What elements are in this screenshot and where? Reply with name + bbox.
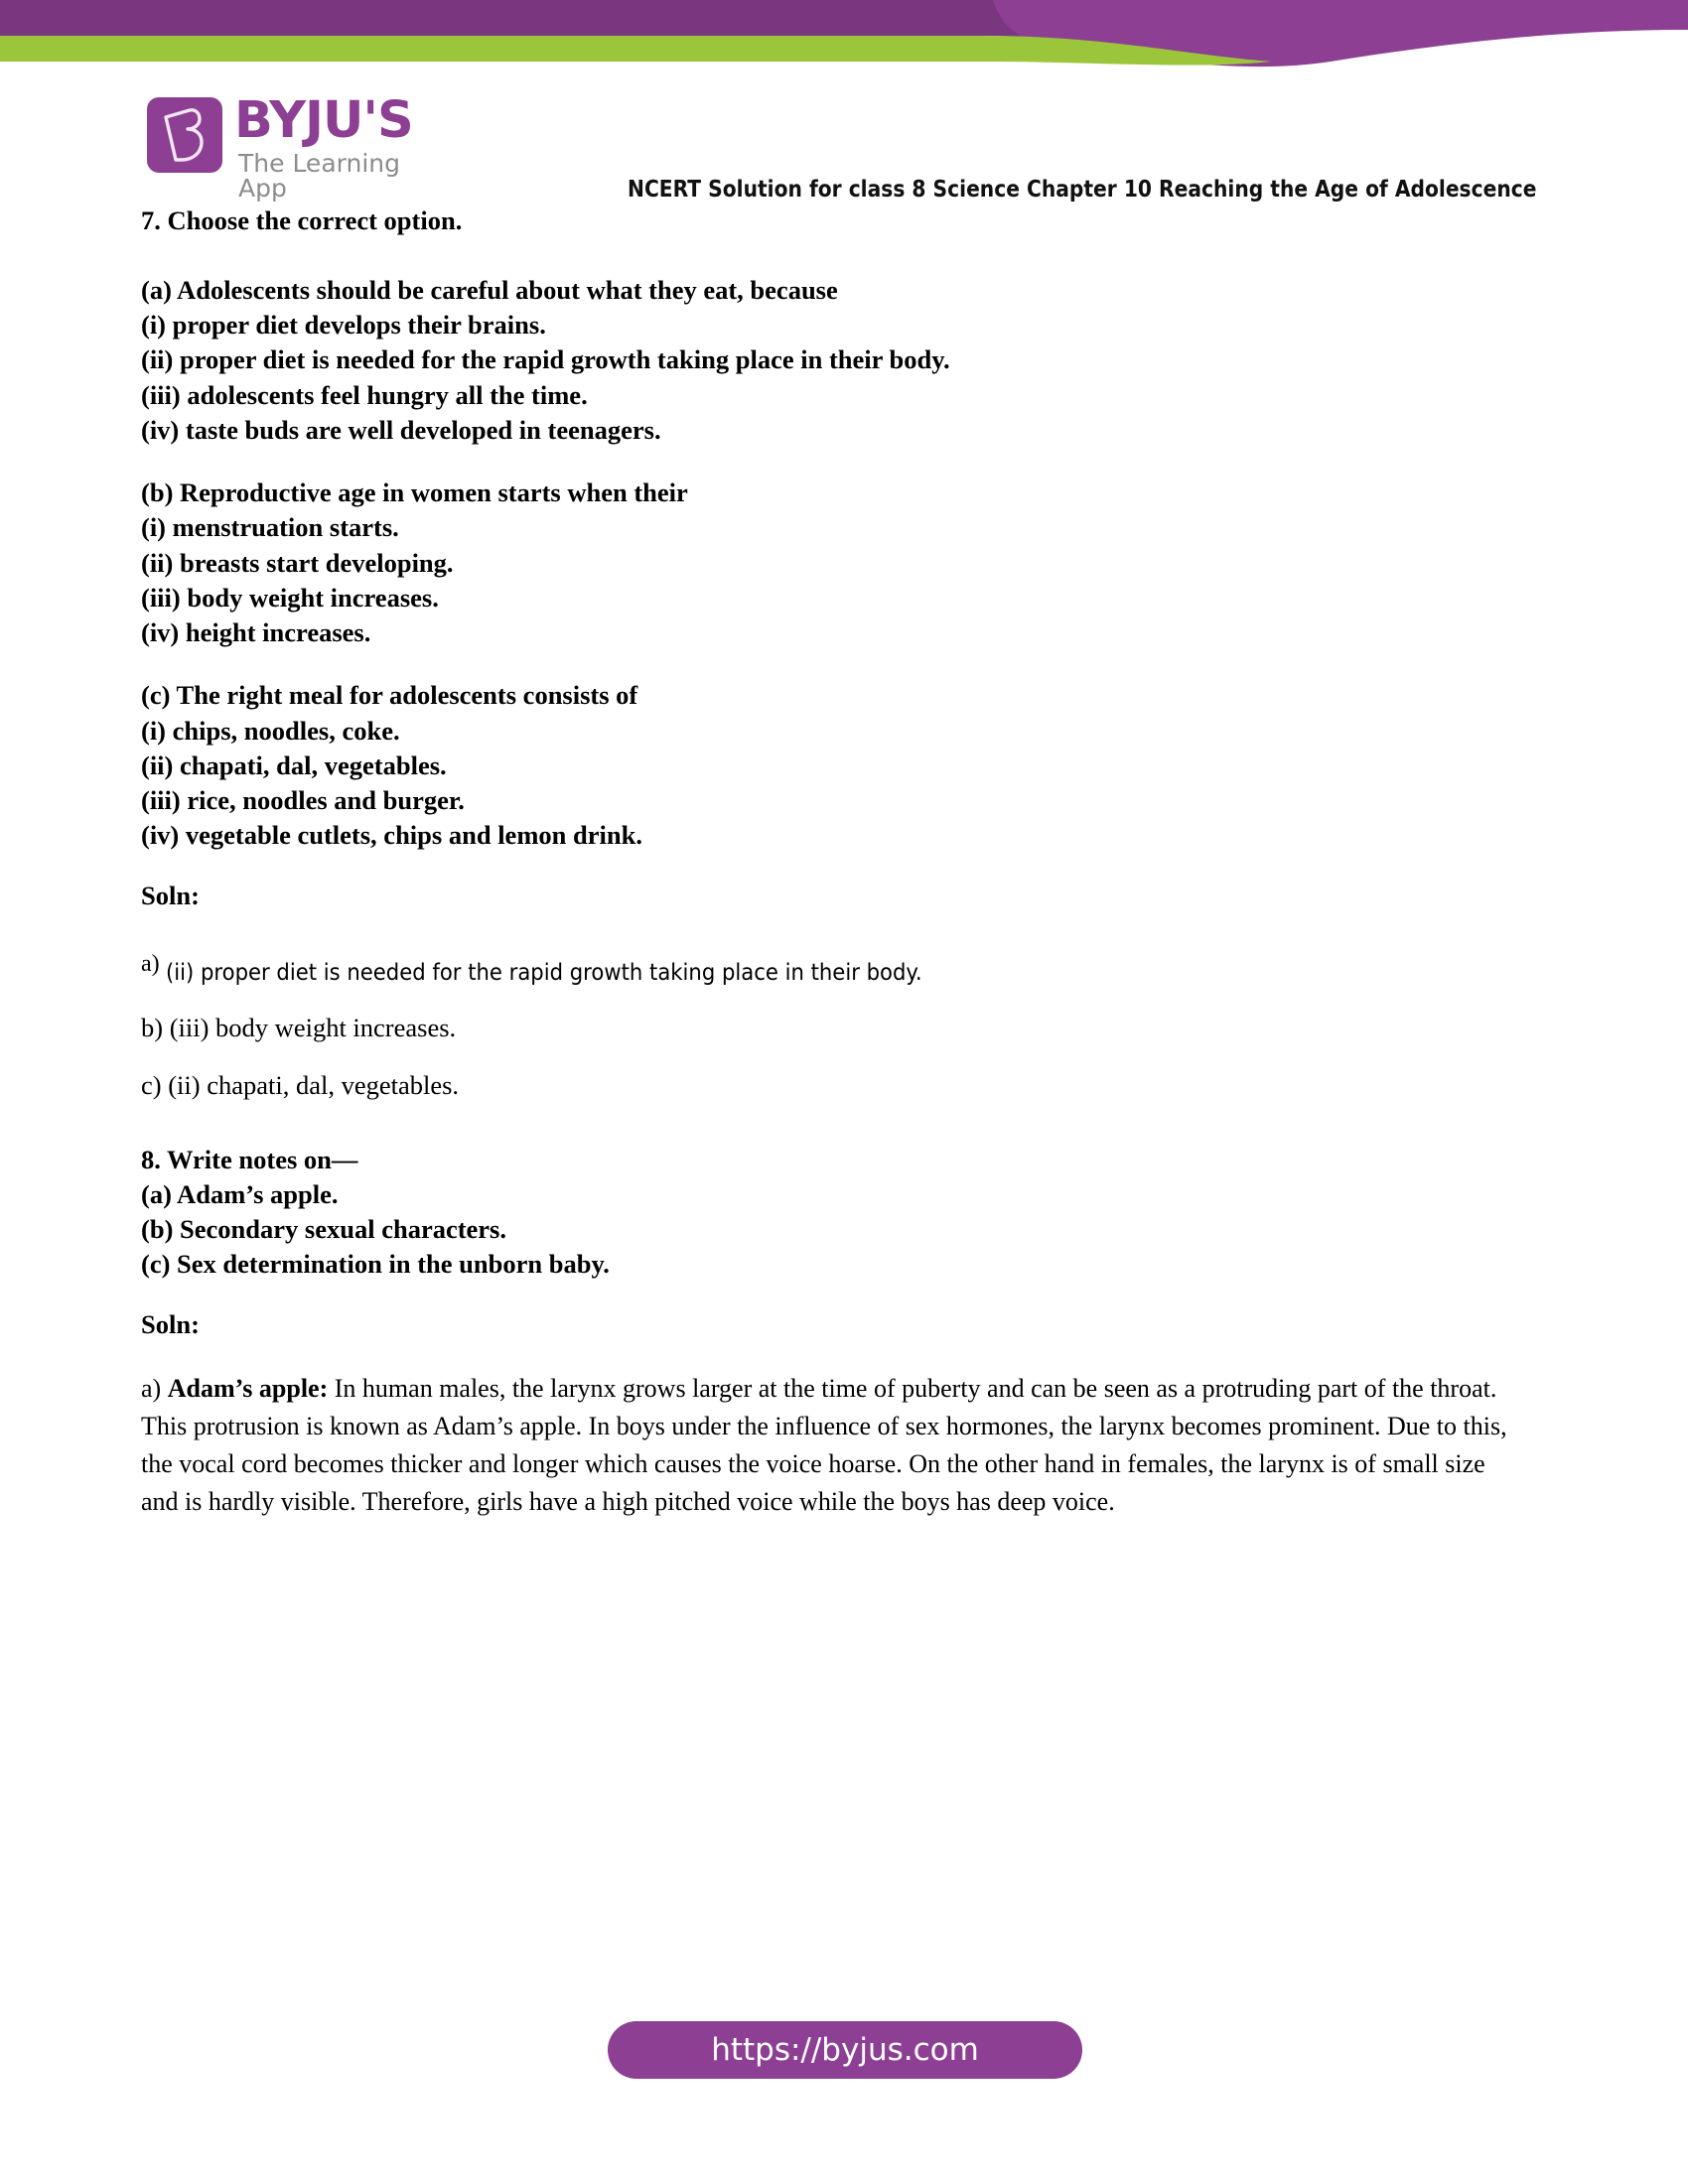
question-8-soln-label: Soln: [141, 1309, 200, 1340]
answer-7c: c) (ii) chapati, dal, vegetables. [141, 1070, 460, 1101]
answer-7a [141, 949, 1551, 988]
page-title: NCERT Solution for class 8 Science Chapter 10 Reaching the Age of Adolescence [628, 177, 1537, 203]
logo-tagline: The Learning App [238, 149, 400, 203]
banner-curves-graphic [0, 0, 1688, 79]
group-b-option-iii: (iii) body weight increases. [141, 582, 439, 613]
group-b-option-ii: (ii) breasts start developing. [141, 547, 454, 578]
group-b-option-iv: (iv) height increases. [141, 617, 371, 648]
group-b-stem: (b) Reproductive age in women starts when their [141, 478, 688, 508]
document-content [141, 204, 1551, 1521]
group-a-option-ii: (ii) proper diet is needed for the rapid growth taking place in their body. [141, 344, 950, 375]
group-a-stem: (a) Adolescents should be careful about what they eat, because [141, 274, 838, 305]
question-7-heading: 7. Choose the correct option. [141, 205, 463, 235]
b-glyph-icon [160, 107, 210, 163]
question-8-block [141, 1143, 1551, 1283]
group-c-option-iii: (iii) rice, noodles and burger. [141, 785, 465, 816]
answer-7a-marker: a) [141, 951, 160, 978]
group-a-option-i: (i) proper diet develops their brains. [141, 310, 546, 341]
question-8-heading: 8. Write notes on— [141, 1144, 358, 1174]
logo-wordmark: BYJU'S [234, 91, 413, 150]
question-7-soln-label: Soln: [141, 881, 200, 911]
question-7-group-a [141, 273, 1551, 448]
byjus-url-button[interactable] [608, 2021, 1082, 2079]
question-8-item-c: (c) Sex determination in the unborn baby. [141, 1249, 610, 1280]
group-a-option-iv: (iv) taste buds are well developed in teenagers. [141, 414, 661, 445]
question-8-item-b: (b) Secondary sexual characters. [141, 1213, 506, 1244]
answer-8a-bold-term: Adam’s apple: [167, 1374, 329, 1404]
answer-7b: b) (iii) body weight increases. [141, 1012, 457, 1042]
byjus-b-logo-icon [147, 97, 222, 173]
question-8-item-a: (a) Adam’s apple. [141, 1178, 339, 1209]
answer-8a-body: In human males, the larynx grows larger at the time of puberty and can be seen as a protruding part of the throat. This protrusion is known as Adam’s apple. In boys under the influence of sex hormones, the larynx becomes prominent. Due to this, the vocal cord becomes thicker and longer which causes the voice hoarse. On the other hand in females, the larynx is of small size and is hardly visible. Therefore, girls have a high pitched voice while the boys has deep voice. [141, 1374, 1507, 1517]
question-7-group-b [141, 476, 1551, 650]
banner-green-shape [0, 36, 1271, 66]
answer-8a-marker: a) [141, 1374, 168, 1404]
answer-8a-paragraph [141, 1370, 1521, 1521]
group-c-option-ii: (ii) chapati, dal, vegetables. [141, 750, 447, 780]
byjus-logo [147, 91, 445, 203]
group-c-option-i: (i) chips, noodles, coke. [141, 715, 400, 746]
byjus-url-label: https://byjus.com [711, 2032, 979, 2068]
page-header [0, 77, 1688, 203]
group-b-option-i: (i) menstruation starts. [141, 512, 399, 543]
question-7-group-c [141, 678, 1551, 853]
top-decorative-banner [0, 0, 1688, 79]
answer-7a-text: (ii) proper diet is needed for the rapid growth taking place in their body. [166, 958, 922, 987]
group-c-stem: (c) The right meal for adolescents consists of [141, 680, 638, 711]
group-a-option-iii: (iii) adolescents feel hungry all the time. [141, 379, 588, 410]
group-c-option-iv: (iv) vegetable cutlets, chips and lemon drink. [141, 820, 642, 851]
